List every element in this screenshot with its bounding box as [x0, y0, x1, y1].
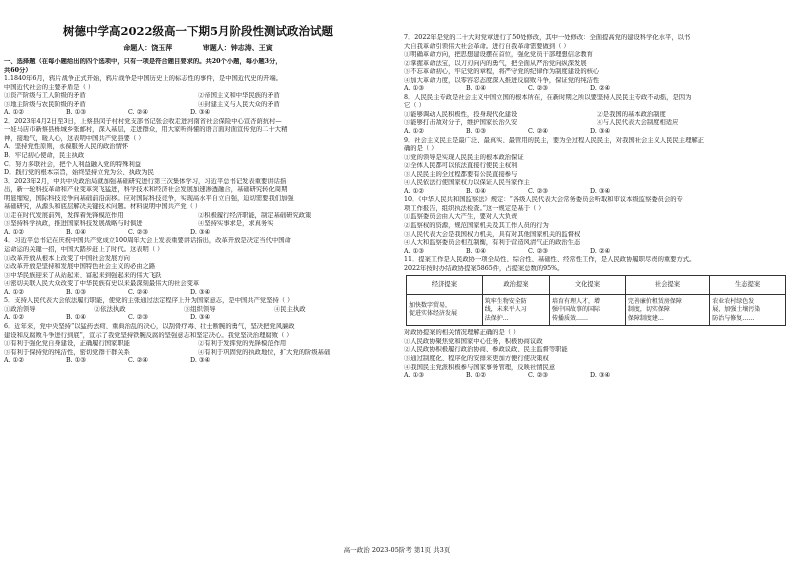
table-header-cell: 文化提案: [550, 276, 626, 295]
choice: ②帝国主义和中华民族的矛盾: [198, 92, 280, 100]
answer-options: [404, 128, 789, 137]
option-c: C. ②③: [528, 187, 548, 195]
option-c: C. ②③: [528, 85, 548, 93]
option-d: D. ③④: [190, 228, 211, 236]
cell-line: 法保护…: [484, 314, 509, 322]
option-a: A. ①②: [4, 357, 24, 365]
question-10: [404, 196, 789, 256]
choice: ①有利于强化党自身建设，正确履行国家职能: [4, 340, 130, 348]
cell-line: 展，加强土壤污染: [712, 306, 761, 314]
question-2: [4, 118, 392, 178]
option-c: C. ②④: [128, 109, 148, 117]
option-d: D. ③④: [190, 109, 211, 117]
question-text: 一娃马店市新蔡县栎城乡张邮村，深入基层，走进群众，用大家听得懂的语言面对面宣传党的二十大精: [4, 126, 288, 134]
choice-list: [4, 212, 392, 229]
option-b: B. ①④: [66, 228, 86, 236]
option-a: A. ①②: [4, 109, 24, 117]
choice-list: [4, 340, 392, 357]
choice-list: [4, 306, 392, 315]
question-8: [404, 94, 789, 137]
option-d: D. ③④: [590, 128, 611, 136]
answer-options: [4, 229, 392, 238]
choice: ①能够调动人民积极性，投身现代化建设: [404, 110, 518, 118]
question-9: [404, 137, 789, 197]
table-header-cell: 经济提案: [407, 276, 483, 295]
option-b: B. ①③: [66, 288, 86, 296]
choice: ④人民依法行使国家权力以保证人民当家作主: [404, 179, 530, 187]
cell-line: 传播质效……: [552, 314, 589, 322]
question-11: [404, 256, 789, 380]
question-text: 10．《中华人民共和国监察法》规定：“各级人民代表大会常务委员会听取和审议本级监察委员会的专: [404, 196, 683, 204]
option-a: A. ①②: [4, 288, 24, 296]
option-b: B. ①③: [66, 109, 86, 117]
section-heading-cont: 共60分）: [4, 66, 32, 74]
choice: ②是我国的基本政治制度: [596, 110, 666, 118]
choice: ③通过制度化、程序化的安排来更加方便行使决策权: [404, 354, 549, 362]
cell-line: 制度，切实保障: [627, 306, 670, 314]
cell-line: 筑牢生物安全防: [484, 297, 527, 305]
choice: ①走在时代发展前列，发挥着先锋模范作用: [4, 211, 124, 219]
option-d: D. ②④: [590, 85, 611, 93]
option-b: B. ①③: [466, 128, 486, 136]
section-heading: 一、选择题（在每小题给出的四个选项中，只有一项是符合题目要求的。共20个小题，每小题3分，: [4, 58, 282, 65]
option-b: B. ①④: [466, 187, 486, 195]
choice: ④坚持实事求是，求真务实: [198, 220, 274, 228]
cell-line: 保障制度建…: [627, 314, 664, 322]
choice: ①资产阶级与工人阶级的矛盾: [4, 92, 86, 100]
choice: ③不忘革命初心，牢记党的章程，将严守党的纪律作为制度建设的核心: [404, 68, 600, 76]
cell-line: 完善廉价租赁房保障: [627, 297, 682, 305]
option-c: C．努力多联社会，把个人利益融入党的特殊利益: [4, 160, 142, 168]
cell-line: 线，未来平人习: [484, 306, 527, 314]
option-d: D. ③④: [190, 288, 211, 296]
question-text: 对政协提案的相关情况理解正确的是（ ）: [404, 329, 520, 337]
option-d: D. ③④: [590, 372, 611, 380]
choice-list: [4, 92, 392, 109]
table-cell: [550, 295, 626, 326]
choice: ③中华民族迎来了从站起来、富起来到强起来的伟大飞跃: [4, 271, 162, 279]
option-b: B．牢记初心使命，民主执政: [4, 152, 85, 160]
choice: ②掌握革命法宝，以刀刃向内的勇气，把全面从严治党向纵深发展: [404, 59, 587, 67]
question-text: 运命运的关键一招，中国大踏步赶上了时代。这表明（ ）: [4, 246, 164, 254]
question-text: 确的是（ ）: [404, 145, 438, 153]
choice: ④有利于巩固党的执政地位，扩大党的阶级基础: [198, 348, 331, 356]
option-b: B. ①③: [66, 357, 86, 365]
answer-options: [404, 248, 789, 257]
option-a: A. ①③: [404, 85, 424, 93]
question-3: [4, 178, 392, 238]
option-a: A. ①③: [404, 247, 424, 255]
question-text: 建设和反腐败斗争进行到底”，宣示了我党坚持铁腕反腐的坚强意志和坚定决心。我党坚决治理腐败（ ）: [4, 331, 293, 339]
question-4: [4, 237, 392, 297]
choice: ③能够打击敌对分子，维护国家长治久安: [404, 119, 518, 127]
choice: ①改革开放从根本上改变了中国社会发展方向: [4, 254, 130, 262]
option-c: C. ②④: [128, 357, 148, 365]
option-b: B. ①④: [466, 85, 486, 93]
cell-line: 农业农村绿色发: [712, 297, 755, 305]
cell-line: 促进实体经济发展: [409, 310, 458, 318]
answer-options: [4, 289, 392, 298]
choice: ②改革开放是坚持和发展中国特色社会主义的必由之路: [4, 263, 156, 271]
choice: ③组织领导: [184, 305, 216, 313]
choice: ④密切关联人民大众改变了中华民族有史以来最深刻最伟大的社会变革: [4, 280, 200, 288]
question-text: 8．人民民主专政是社会主义中国立国的根本所在，在新时期之所以要坚持人民民主专政不动摇，是因为: [404, 93, 692, 101]
question-text: 11．提案工作是人民政协一项全局性、综合性、基础性、经常性工作，是人民政协履职尽责的重要方式。: [404, 256, 696, 264]
option-d: D. ②④: [590, 247, 611, 255]
answer-options: [4, 314, 392, 323]
question-text: 5．支持人民代表大会依法履行职能，使党的主张通过法定程序上升为国家意志，是中国共产党坚持（ ）: [4, 297, 294, 305]
author: 命题人：饶玉萍: [123, 43, 173, 52]
option-c: C. ②③: [128, 228, 148, 236]
choice: ④封建主义与人民大众的矛盾: [198, 100, 280, 108]
question-text: 2022年按时办结政协提案5865件，占提案总数的95%。: [404, 264, 564, 272]
question-1: [4, 75, 392, 118]
table-row: [407, 295, 786, 326]
option-a: A．坚持党性原则，永葆服务人民的政治情怀: [4, 143, 129, 151]
option-d: D．践行党的根本宗旨，始终坚持立党为公、执政为民: [4, 169, 154, 177]
option-b: B. ①④: [466, 247, 486, 255]
choice: ②全体人民都可以依法直接行使民主权利: [404, 162, 518, 170]
choice: ④加大革命力度，以零容忍态度深入推进反腐败斗争，保证党的纯洁性: [404, 76, 600, 84]
choice: ④与人民代表大会制度相适应: [596, 119, 679, 127]
table-header-cell: 生态提案: [710, 276, 786, 295]
table-cell: [407, 295, 483, 326]
choice: ③人民民主的全过程都要有公民直接参与: [404, 170, 518, 178]
reviewers: 审题人：钟志涛、王寅: [202, 43, 273, 52]
table-header-cell: 政治提案: [482, 276, 549, 295]
question-text: 出，新一轮科技革命和产业变革突飞猛进，科学技术和经济社会发展加速渗透融合，基础研究转化周期: [4, 186, 288, 194]
question-text: 1.1840年6月，鸦片战争正式开始，鸦片战争是中国历史上的标志性的事件，是中国近代史的开端。: [4, 75, 282, 83]
option-c: C. ②③: [128, 314, 148, 322]
answer-options: [4, 357, 392, 366]
cell-line: 防治与修复……: [712, 314, 755, 322]
cell-line: 强中国故事的国际: [552, 306, 601, 314]
question-text: 明显缩短，国际科技竞争向基础前沿前移。应对国际科技竞争，实现高水平自立自强，迫切需要我们加强: [4, 194, 294, 202]
choice: ③有利于保持党的纯洁性，密切党群干群关系: [4, 348, 130, 356]
left-column: [4, 0, 392, 366]
choice-list: [404, 111, 789, 128]
choice: ①人民政协聚焦党和国家中心任务，积极协商议政: [404, 337, 543, 345]
question-text: 7．2022年是党的二十大对党章进行了50处修改，其中一处修改：全面提高党的建设科学化水平，以书: [404, 34, 691, 41]
option-b: B. ①②: [466, 372, 486, 380]
option-a: A. ①③: [404, 372, 424, 380]
question-text: 9．社会主义民主是最广泛、最真实、最管用的民主，要为全过程人民民主，对我国社会主义人民民主理解正: [404, 136, 704, 144]
choice: ③坚持科学执政，推进国家科技发展战略与时俱进: [4, 220, 143, 228]
choice: ①党的领导是实现人民民主的根本政治保证: [404, 153, 524, 161]
choice: ②监察权的资源，规范国家机关及其工作人员的行为: [404, 222, 549, 230]
question-7: [404, 34, 789, 94]
option-c: C. ②④: [528, 128, 548, 136]
right-column: [404, 34, 789, 381]
option-c: C. ②③: [528, 372, 548, 380]
question-text: 基础研究，从源头和底层解决关键技术问题。材料说明中国共产党（ ）: [4, 203, 202, 211]
choice: ②人民政协积极履行政治协商、参政议政、民主监督等职能: [404, 346, 568, 354]
answer-options: [404, 85, 789, 94]
choice: ②积极履行经济职能，制定基础研究政策: [198, 211, 312, 219]
option-c: C. ②④: [128, 288, 148, 296]
answer-options: [404, 188, 789, 197]
choice: ④人大和监察委员会相互制衡，有利于营造风清气正的政治生态: [404, 239, 581, 247]
table-cell: [625, 295, 709, 326]
question-text: 3．2023年2月，中共中央政治局就加强基础研究进行第三次集体学习，习近平总书记发表重要讲话指: [4, 177, 287, 185]
option-a: A. ①②: [4, 314, 24, 322]
choice: ①明确革命方向，把思想建设摆在首位，强化党员干部理想信念教育: [404, 51, 593, 59]
question-text: 2．2023年4月2日至3日，上蔡县闵子村村党支部书记张会收走进河南省社会保险中心宣杏荫抗村—: [4, 117, 282, 125]
table-header-row: [407, 276, 786, 295]
question-6: [4, 323, 392, 366]
option-a: A. ①②: [404, 187, 424, 195]
choice: ②有利于发挥党的先锋模范作用: [198, 340, 287, 348]
question-text: 它（ ）: [404, 102, 425, 110]
option-a: A. ①②: [404, 128, 424, 136]
cell-line: 加快数字贸易，: [409, 301, 452, 309]
cell-line: 培育有理人才，增: [552, 297, 601, 305]
choice: ④我国民主党派积极参与国家事务管理，反映社情民意: [404, 363, 556, 371]
answer-options: [4, 109, 392, 118]
question-text: 6．近年来，党中央坚持“以猛药去疴、重典治乱的决心，以刮骨疗毒、壮士断腕的勇气，坚决把党风廉政: [4, 322, 295, 330]
option-d: D. ③④: [590, 187, 611, 195]
table-header-cell: 社会提案: [625, 276, 709, 295]
table-cell: [482, 295, 549, 326]
page-footer: 高一政治 2023-05阶考 第1页 共3页: [343, 546, 451, 554]
option-a: A. ①②: [4, 228, 24, 236]
question-5: [4, 297, 392, 323]
option-c: C. ②③: [528, 247, 548, 255]
choice: ②依法执政: [94, 305, 126, 313]
table-cell: [710, 295, 786, 326]
question-text: 大自我革命引领伟大社会革命。进行自我革命需要做到（ ）: [404, 42, 570, 50]
choice: ③地主阶级与农民阶级的矛盾: [4, 100, 86, 108]
choice: ①监察委员会由人大产生，要对人大负责: [404, 213, 518, 221]
option-d: D. ③④: [190, 357, 211, 365]
proposal-table: [406, 275, 786, 326]
question-text: 项工作报告，组织执法检查。”这一规定是基于（ ）: [404, 204, 545, 212]
author-line: [4, 43, 392, 52]
option-d: D. ③④: [190, 314, 211, 322]
answer-options: [404, 372, 789, 381]
exam-title: 树德中学高2022级高一下期5月阶段性测试政治试题: [62, 24, 333, 38]
choice: ④民主执政: [274, 305, 306, 313]
question-text: 神，接地气，暖人心，这表明中国共产党县要（ ）: [4, 134, 145, 142]
option-b: B. ①④: [66, 314, 86, 322]
choice: ①政治领导: [4, 305, 36, 313]
question-text: 4．习近平总书记在庆祝中国共产党成立100周年大会上发表重要讲话指出，改革开放是决定当代中国命: [4, 237, 291, 245]
question-text: 中国近代社会的主要矛盾是（ ）: [4, 83, 95, 91]
choice: ③人民代表大会是我国权力机关，具有对其他国家机关的监督权: [404, 230, 581, 238]
